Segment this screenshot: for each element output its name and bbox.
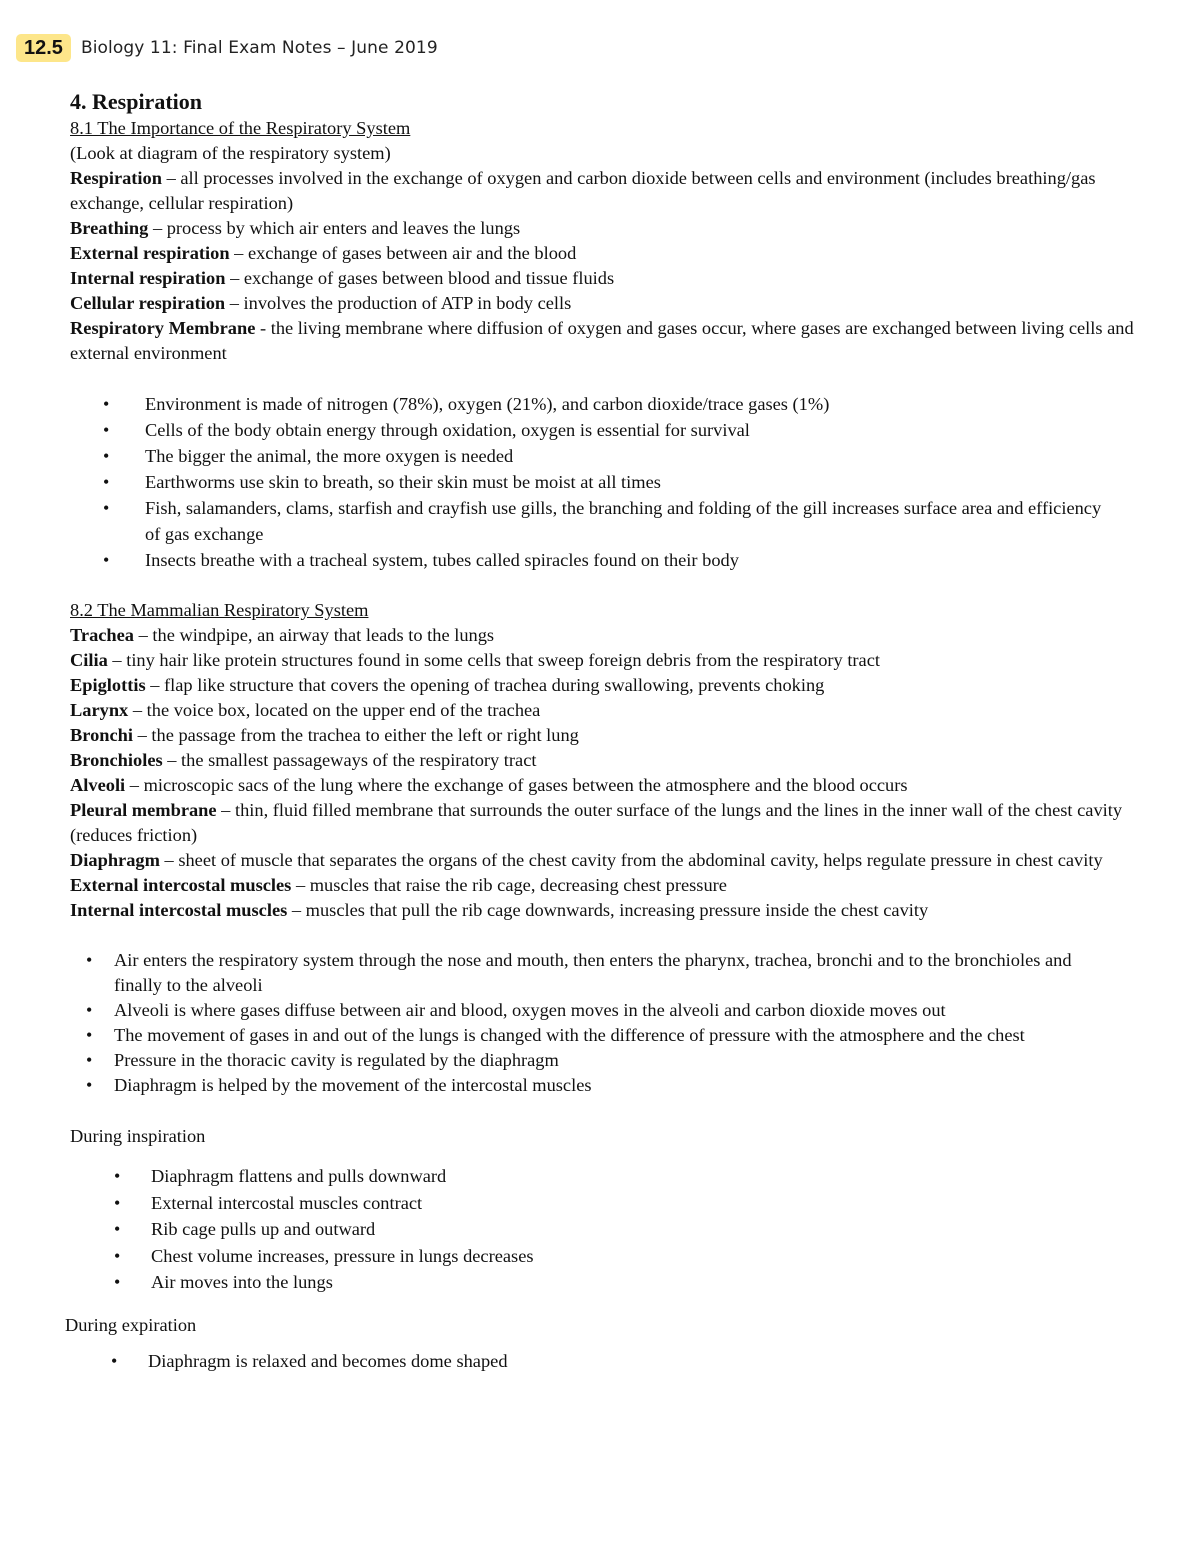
page-header — [16, 33, 438, 63]
bullet-list-1 — [70, 391, 1115, 573]
list-item: • Pressure in the thoracic cavity is regulated by the diaphragm — [114, 1048, 1114, 1073]
definition-item — [70, 316, 1140, 366]
definition-text: - the living membrane where diffusion of oxygen and gases occur, where gases are exchanged between living cells and external environment — [70, 318, 1134, 363]
definition-item — [70, 623, 1140, 648]
document-title: Biology 11: Final Exam Notes – June 2019 — [80, 38, 438, 58]
definition-item — [70, 848, 1140, 873]
subsection-title-8-1: 8.1 The Importance of the Respiratory System — [70, 118, 411, 138]
definition-item — [70, 266, 1140, 291]
bullet-list-2 — [70, 948, 1114, 1098]
definition-text: – the voice box, located on the upper end of the trachea — [128, 700, 541, 720]
definition-text: – process by which air enters and leaves the lungs — [148, 218, 521, 238]
definition-item — [70, 241, 1140, 266]
definition-item — [70, 798, 1140, 848]
list-item: • Air moves into the lungs — [151, 1269, 601, 1296]
definition-term: External respiration — [70, 243, 230, 263]
definition-text: – the windpipe, an airway that leads to the lungs — [134, 625, 495, 645]
definition-text: – exchange of gases between air and the blood — [229, 243, 577, 263]
definition-item — [70, 166, 1140, 216]
definition-text: – flap like structure that covers the opening of trachea during swallowing, prevents choking — [145, 675, 825, 695]
definition-text: – exchange of gases between blood and tissue fluids — [225, 268, 615, 288]
inspiration-heading: During inspiration — [70, 1126, 206, 1146]
definition-term: Alveoli — [70, 775, 126, 795]
definition-term: Larynx — [70, 700, 129, 720]
definition-term: Diaphragm — [70, 850, 160, 870]
expiration-list — [70, 1349, 548, 1374]
definition-text: – muscles that raise the rib cage, decreasing chest pressure — [291, 875, 727, 895]
definition-term: Breathing — [70, 218, 149, 238]
definition-term: Internal intercostal muscles — [70, 900, 288, 920]
definition-text: – the smallest passageways of the respiratory tract — [162, 750, 537, 770]
definition-term: Trachea — [70, 625, 135, 645]
list-item: • Environment is made of nitrogen (78%), oxygen (21%), and carbon dioxide/trace gases (1%) — [145, 391, 1115, 417]
definition-term: Cellular respiration — [70, 293, 226, 313]
list-item: • Alveoli is where gases diffuse between air and blood, oxygen moves in the alveoli and carbon dioxide moves out — [114, 998, 1114, 1023]
definition-term: Internal respiration — [70, 268, 226, 288]
definition-item — [70, 698, 1140, 723]
definition-item — [70, 673, 1140, 698]
page-number-badge: 12.5 — [16, 34, 71, 62]
list-item: • The bigger the animal, the more oxygen is needed — [145, 443, 1115, 469]
definition-item — [70, 773, 1140, 798]
definition-term: Respiration — [70, 168, 162, 188]
list-item: • Rib cage pulls up and outward — [151, 1216, 601, 1243]
definition-item — [70, 898, 1140, 923]
inspiration-list — [70, 1163, 601, 1296]
definition-term: External intercostal muscles — [70, 875, 292, 895]
list-item: • Air enters the respiratory system through the nose and mouth, then enters the pharynx, trachea, bronchi and to the bronchioles and finally to the alveoli — [114, 948, 1114, 998]
definition-text: – thin, fluid filled membrane that surrounds the outer surface of the lungs and the lines in the inner wall of the chest cavity (reduces friction) — [70, 800, 1123, 845]
definition-term: Respiratory Membrane — [70, 318, 256, 338]
list-item: • Diaphragm is helped by the movement of the intercostal muscles — [114, 1073, 1114, 1098]
definition-item — [70, 873, 1140, 898]
diagram-note: (Look at diagram of the respiratory system) — [70, 143, 391, 163]
definition-term: Pleural membrane — [70, 800, 217, 820]
definition-text: – the passage from the trachea to either the left or right lung — [133, 725, 579, 745]
definition-term: Epiglottis — [70, 675, 146, 695]
definition-term: Bronchioles — [70, 750, 163, 770]
list-item: • Insects breathe with a tracheal system, tubes called spiracles found on their body — [145, 547, 1115, 573]
definition-item — [70, 648, 1140, 673]
list-item: • Diaphragm is relaxed and becomes dome shaped — [148, 1349, 548, 1374]
subsection-title-8-2: 8.2 The Mammalian Respiratory System — [70, 600, 369, 620]
definition-item — [70, 291, 1140, 316]
notes-content — [65, 88, 1140, 1374]
definitions-list-1 — [70, 166, 1140, 366]
definition-text: – microscopic sacs of the lung where the exchange of gases between the atmosphere and the blood occurs — [125, 775, 908, 795]
definition-item — [70, 216, 1140, 241]
list-item: • Cells of the body obtain energy through oxidation, oxygen is essential for survival — [145, 417, 1115, 443]
list-item: • Diaphragm flattens and pulls downward — [151, 1163, 601, 1190]
list-item: • Chest volume increases, pressure in lungs decreases — [151, 1243, 601, 1270]
definitions-list-2 — [70, 623, 1140, 923]
list-item: • Fish, salamanders, clams, starfish and crayfish use gills, the branching and folding of the gill increases surface area and efficiency of gas exchange — [145, 495, 1115, 547]
definition-text: – involves the production of ATP in body cells — [225, 293, 572, 313]
list-item: • Earthworms use skin to breath, so their skin must be moist at all times — [145, 469, 1115, 495]
list-item: • External intercostal muscles contract — [151, 1190, 601, 1217]
list-item: • The movement of gases in and out of the lungs is changed with the difference of pressure with the atmosphere and the chest — [114, 1023, 1114, 1048]
definition-item — [70, 748, 1140, 773]
section-title: 4. Respiration — [70, 89, 202, 114]
definition-text: – muscles that pull the rib cage downwards, increasing pressure inside the chest cavity — [287, 900, 929, 920]
definition-term: Cilia — [70, 650, 108, 670]
definition-item — [70, 723, 1140, 748]
expiration-heading: During expiration — [65, 1314, 197, 1335]
definition-text: – tiny hair like protein structures found in some cells that sweep foreign debris from the respiratory tract — [107, 650, 880, 670]
definition-text: – sheet of muscle that separates the organs of the chest cavity from the abdominal cavity, helps regulate pressure in chest cavity — [159, 850, 1103, 870]
definition-text: – all processes involved in the exchange of oxygen and carbon dioxide between cells and environment (includes breathing/gas exchange, cellular respiration) — [70, 168, 1096, 213]
definition-term: Bronchi — [70, 725, 134, 745]
